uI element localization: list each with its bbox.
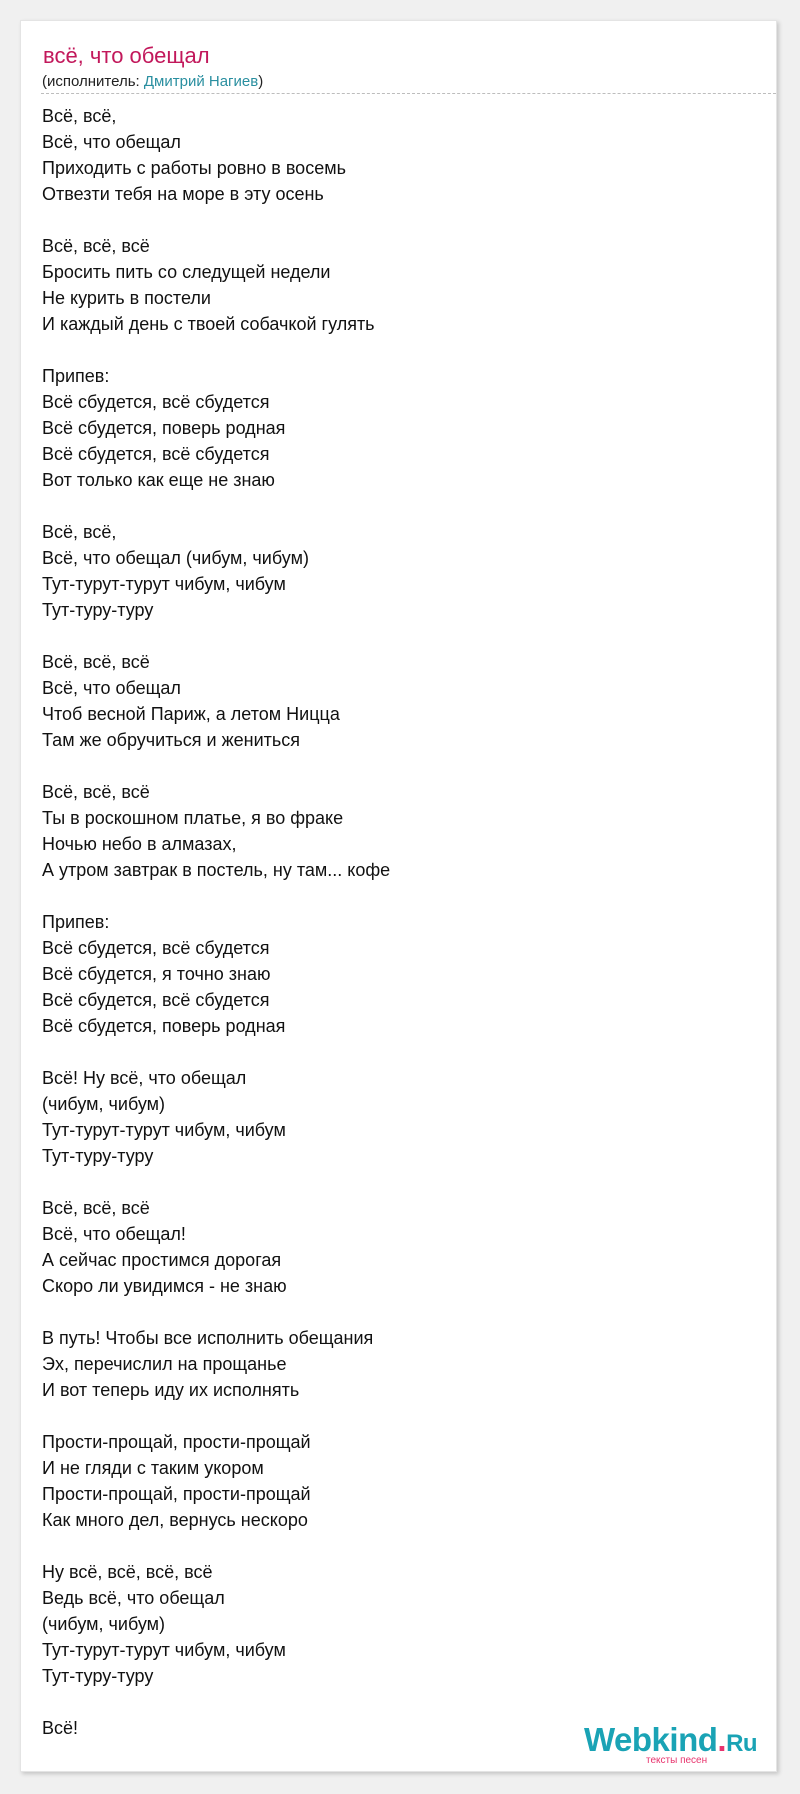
lyrics-stanza <box>42 363 742 493</box>
lyrics-line: И не гляди с таким укором <box>42 1458 264 1478</box>
lyrics-stanza <box>42 649 742 753</box>
lyrics-line: Всё, всё, <box>42 522 117 542</box>
lyrics-line: Всё сбудется, я точно знаю <box>42 964 271 984</box>
lyrics-stanza <box>42 1065 742 1169</box>
lyrics-line: (чибум, чибум) <box>42 1094 166 1114</box>
lyrics-line: Как много дел, вернусь нескоро <box>42 1510 308 1530</box>
artist-link[interactable]: Дмитрий Нагиев <box>143 73 259 90</box>
lyrics-line: Всё, что обещал (чибум, чибум) <box>42 548 309 568</box>
webkind-logo[interactable] <box>584 1721 774 1767</box>
lyrics-line: А утром завтрак в постель, ну там... кофе <box>42 860 391 880</box>
lyrics-line: Приходить с работы ровно в восемь <box>42 158 346 178</box>
lyrics-line: Припев: <box>42 912 110 932</box>
lyrics-line: Всё, всё, всё <box>42 652 150 672</box>
lyrics-line: Отвезти тебя на море в эту осень <box>42 184 324 204</box>
lyrics-line: Ведь всё, что обещал <box>42 1588 225 1608</box>
lyrics-line: Всё, всё, всё <box>42 1198 150 1218</box>
lyrics-line: В путь! Чтобы все исполнить обещания <box>42 1328 374 1348</box>
lyrics-line: Тут-туру-туру <box>42 1666 154 1686</box>
lyrics-stanza <box>42 909 742 1039</box>
lyrics-line: Ночью небо в алмазах, <box>42 834 237 854</box>
lyrics-line: Прости-прощай, прости-прощай <box>42 1484 311 1504</box>
lyrics-line: Чтоб весной Париж, а летом Ницца <box>42 704 340 724</box>
lyrics-stanza <box>42 519 742 623</box>
lyrics-stanza <box>42 1429 742 1533</box>
lyrics-card <box>20 20 777 1772</box>
artist-suffix: ) <box>258 73 264 90</box>
lyrics-line: Бросить пить со следущей недели <box>42 262 331 282</box>
lyrics-line: (чибум, чибум) <box>42 1614 166 1634</box>
lyrics-line: И каждый день с твоей собачкой гулять <box>42 314 375 334</box>
lyrics-line: Всё, всё, всё <box>42 236 150 256</box>
lyrics-line: Всё сбудется, всё сбудется <box>42 938 270 958</box>
lyrics-stanza <box>42 103 742 207</box>
lyrics-stanza <box>42 233 742 337</box>
lyrics-line: Тут-туру-туру <box>42 600 154 620</box>
logo-tagline: тексты песен <box>646 1755 708 1766</box>
lyrics-line: Всё! Ну всё, что обещал <box>42 1068 247 1088</box>
lyrics-line: Всё, всё, всё <box>42 782 150 802</box>
lyrics-line: Не курить в постели <box>42 288 211 308</box>
lyrics-line: Скоро ли увидимся - не знаю <box>42 1276 287 1296</box>
artist-prefix: (исполнитель: <box>42 73 144 90</box>
lyrics-line: Всё сбудется, поверь родная <box>42 1016 286 1036</box>
lyrics-line: Тут-туру-туру <box>42 1146 154 1166</box>
logo-tld: Ru <box>726 1730 758 1757</box>
logo-wordmark <box>584 1721 757 1759</box>
lyrics-line: Всё, что обещал <box>42 132 181 152</box>
lyrics-stanza <box>42 1559 742 1689</box>
lyrics-line: Всё, что обещал! <box>42 1224 186 1244</box>
lyrics-stanza <box>42 1195 742 1299</box>
lyrics-line: Всё, всё, <box>42 106 117 126</box>
lyrics-line: Тут-турут-турут чибум, чибум <box>42 574 286 594</box>
lyrics-line: Всё сбудется, всё сбудется <box>42 990 270 1010</box>
lyrics-line: Там же обручиться и жениться <box>42 730 301 750</box>
lyrics-line: И вот теперь иду их исполнять <box>42 1380 300 1400</box>
lyrics-stanza <box>42 779 742 883</box>
lyrics-line: Ты в роскошном платье, я во фраке <box>42 808 344 828</box>
lyrics-line: Прости-прощай, прости-прощай <box>42 1432 311 1452</box>
lyrics-line: Ну всё, всё, всё, всё <box>42 1562 213 1582</box>
lyrics-line: А сейчас простимся дорогая <box>42 1250 282 1270</box>
lyrics-line: Тут-турут-турут чибум, чибум <box>42 1120 286 1140</box>
lyrics-line: Всё, что обещал <box>42 678 181 698</box>
lyrics-line: Всё! <box>42 1718 79 1738</box>
title-divider <box>41 93 776 94</box>
song-title: всё, что обещал <box>43 43 210 68</box>
lyrics-line: Вот только как еще не знаю <box>42 470 275 490</box>
lyrics-line: Припев: <box>42 366 110 386</box>
lyrics-line: Всё сбудется, всё сбудется <box>42 392 270 412</box>
lyrics-line: Эх, перечислил на прощанье <box>42 1354 287 1374</box>
lyrics-line: Всё сбудется, всё сбудется <box>42 444 270 464</box>
lyrics-line: Всё сбудется, поверь родная <box>42 418 286 438</box>
lyrics-text <box>42 103 742 1767</box>
lyrics-stanza <box>42 1325 742 1403</box>
logo-main-text: Webkind <box>584 1721 718 1758</box>
artist-line <box>42 73 263 90</box>
logo-dot: . <box>717 1721 727 1758</box>
lyrics-line: Тут-турут-турут чибум, чибум <box>42 1640 286 1660</box>
